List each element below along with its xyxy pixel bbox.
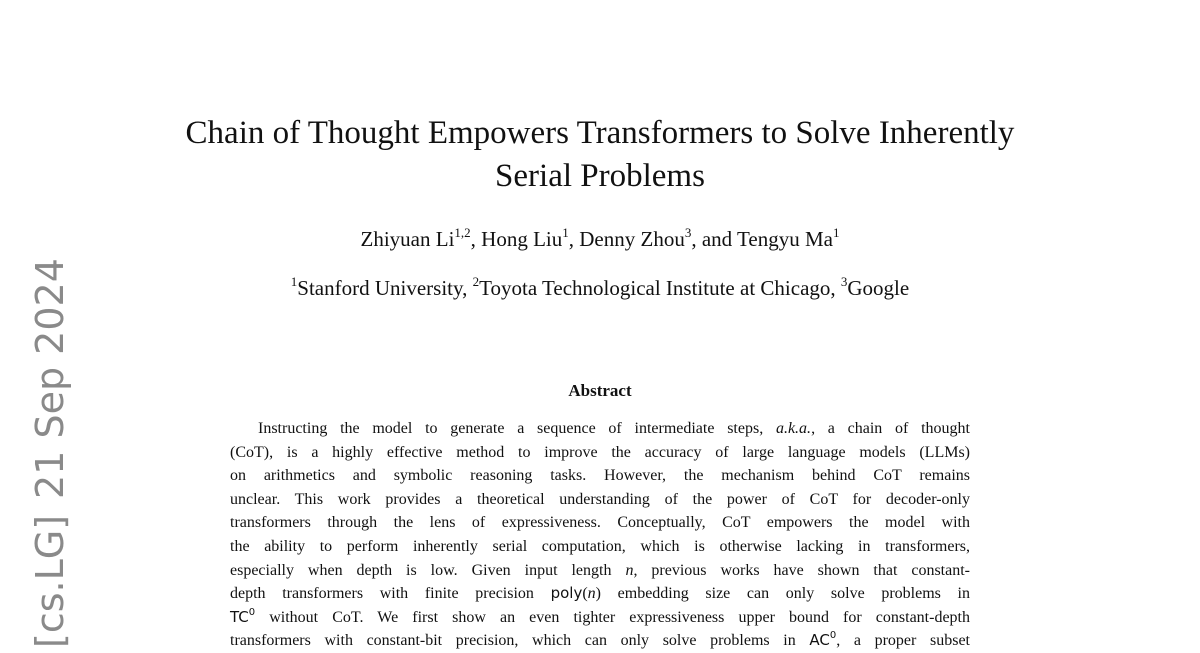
author-affiliation-mark: 1,2 <box>454 225 471 240</box>
complexity-class-sup: 0 <box>829 630 837 642</box>
complexity-class-sup: 0 <box>248 606 256 618</box>
author-name: Tengyu Ma <box>737 227 833 251</box>
abstract-line <box>230 511 970 535</box>
affiliation-mark: 2 <box>472 274 480 289</box>
affiliation-list <box>150 275 1050 301</box>
abstract-line <box>230 464 970 488</box>
arxiv-category: [cs.LG] <box>28 514 72 648</box>
abstract-heading: Abstract <box>568 381 632 400</box>
affiliation-mark: 1 <box>290 274 298 289</box>
abstract-line <box>230 535 970 559</box>
abstract-line <box>230 559 970 583</box>
abstract-line <box>230 606 970 630</box>
abstract-text: on arithmetics and symbolic reasoning tasks. However, the mechanism behind CoT remains <box>230 467 970 485</box>
affiliation-name: Google <box>847 276 910 300</box>
abstract-line <box>230 582 970 606</box>
author-name: Zhiyuan Li <box>360 227 455 251</box>
affiliation-name: Toyota Technological Institute at Chicago <box>479 276 831 300</box>
abstract-text: , previous works have shown that constant- <box>633 561 970 579</box>
abstract-line <box>230 417 970 441</box>
author-affiliation-mark: 1 <box>832 225 840 240</box>
author-separator: , <box>568 227 580 251</box>
abstract-text: ( <box>582 585 588 603</box>
affiliation-separator: , <box>830 276 841 300</box>
math-function: poly <box>550 584 583 603</box>
abstract-text: (CoT), is a highly effective method to improve the accuracy of large language models (LLMs) <box>230 443 970 461</box>
complexity-class <box>809 631 836 649</box>
affiliation-mark: 3 <box>840 274 848 289</box>
abstract-text: without CoT. We first show an even tighter expressiveness upper bound for constant-depth <box>255 608 970 626</box>
abstract-text: Instructing the model to generate a sequence of intermediate steps, <box>258 420 776 437</box>
abstract-text: the ability to perform inherently serial computation, which is otherwise lacking in transformers, <box>230 537 970 555</box>
author-separator: , and <box>691 227 738 251</box>
abstract-emphasis: a.k.a. <box>775 420 812 437</box>
title-line: Serial Problems <box>495 158 705 194</box>
author-list <box>150 226 1050 252</box>
author-affiliation-mark: 1 <box>562 225 569 240</box>
abstract-text: transformers with constant-bit precision, which can only solve problems in <box>230 632 810 650</box>
abstract-line <box>230 441 970 465</box>
abstract-body <box>230 417 970 653</box>
affiliation-separator: , <box>462 276 473 300</box>
author-separator: , <box>470 227 482 251</box>
abstract-text: transformers through the lens of expressiveness. Conceptually, CoT empowers the model with <box>230 514 970 532</box>
abstract-text: ) embedding size can only solve problems in <box>595 585 970 603</box>
math-variable: n <box>587 585 596 603</box>
abstract-text: especially when depth is low. Given input length <box>230 561 626 579</box>
title-line: Chain of Thought Empowers Transformers to Solve Inherently <box>185 115 1015 151</box>
abstract-text: depth transformers with finite precision <box>230 585 551 603</box>
complexity-class-name: TC <box>230 607 249 626</box>
abstract-text: , a chain of thought <box>811 420 971 437</box>
math-variable: n <box>625 561 634 579</box>
paper-title <box>150 112 1050 198</box>
abstract-text: , a proper subset <box>836 632 971 650</box>
affiliation-name: Stanford University <box>297 276 463 300</box>
complexity-class <box>230 608 255 626</box>
complexity-class-name: AC <box>809 631 830 650</box>
abstract-line <box>230 488 970 512</box>
author-affiliation-mark: 3 <box>684 225 692 240</box>
abstract-line <box>230 629 970 653</box>
arxiv-date: 21 Sep 2024 <box>28 258 72 499</box>
author-name: Hong Liu <box>481 227 563 251</box>
author-name: Denny Zhou <box>579 227 685 251</box>
abstract-text: unclear. This work provides a theoretical understanding of the power of CoT for decoder-only <box>230 490 970 508</box>
arxiv-margin-stamp <box>28 258 72 648</box>
